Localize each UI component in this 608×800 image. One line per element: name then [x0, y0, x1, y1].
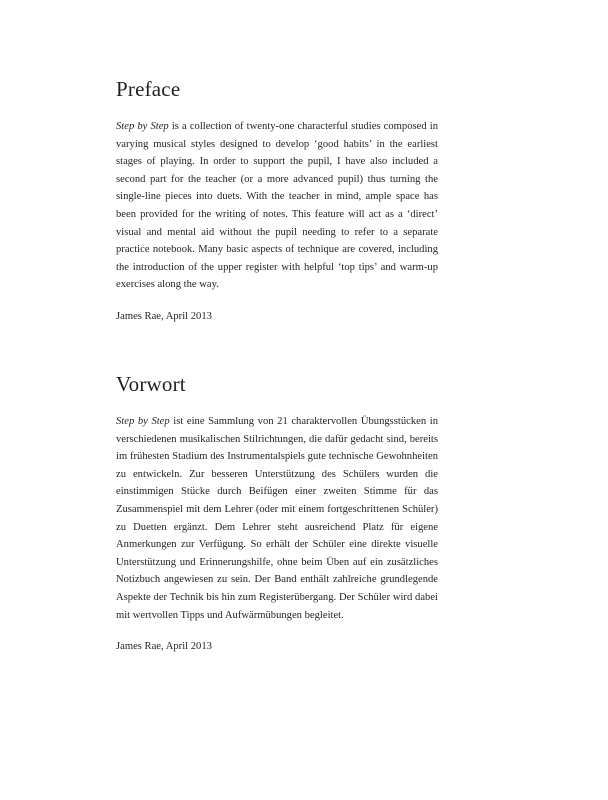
vorwort-title-reference: Step by Step — [116, 416, 170, 427]
preface-paragraph — [116, 118, 438, 294]
preface-signature: James Rae, April 2013 — [116, 310, 212, 322]
vorwort-paragraph — [116, 413, 438, 624]
preface-body-text: is a collection of twenty-one characterful studies composed in varying musical styles designed to develop ‘good habits’ in the earliest stages of playing. In order to support the pupil, I have also included a second part for the teacher (or a more advanced pupil) thus turning the single-line pieces into duets. With the teacher in mind, ample space has been provided for the writing of notes. This feature will act as a ‘direct’ visual and mental aid without the pupil needing to refer to a separate practice notebook. Many basic aspects of technique are covered, including the introduction of the upper register with helpful ‘top tips’ and warm-up exercises along the way. — [116, 121, 438, 291]
vorwort-heading: Vorwort — [116, 372, 186, 396]
preface-section — [116, 76, 438, 325]
preface-title-reference: Step by Step — [116, 121, 169, 132]
vorwort-section — [116, 371, 438, 655]
preface-heading: Preface — [116, 77, 181, 101]
vorwort-body-text: ist eine Sammlung von 21 charaktervollen Übungsstücken in verschiedenen musikalischen Stilrichtungen, die dafür gedacht sind, bereits im frühesten Stadium des Instrumentalspiels gute technische Gewohnheiten zu entwickeln. Zur besseren Unterstützung des Schülers wurden die einstimmigen Stücke durch Beifügen einer zweiten Stimme für das Zusammenspiel mit dem Lehrer (oder mit einem fortgeschrittenen Schüler) zu Duetten ergänzt. Dem Lehrer steht ausreichend Platz für eigene Anmerkungen zur Verfügung. So erhält der Schüler eine direkte visuelle Unterstützung und Erinnerungshilfe, ohne beim Üben auf ein zusätzliches Notizbuch angewiesen zu sein. Der Band enthält zahlreiche grundlegende Aspekte der Technik bis hin zum Registerübergang. Der Schüler wird dabei mit wertvollen Tipps und Aufwärmübungen begleitet. — [116, 416, 438, 621]
vorwort-signature: James Rae, April 2013 — [116, 641, 212, 653]
